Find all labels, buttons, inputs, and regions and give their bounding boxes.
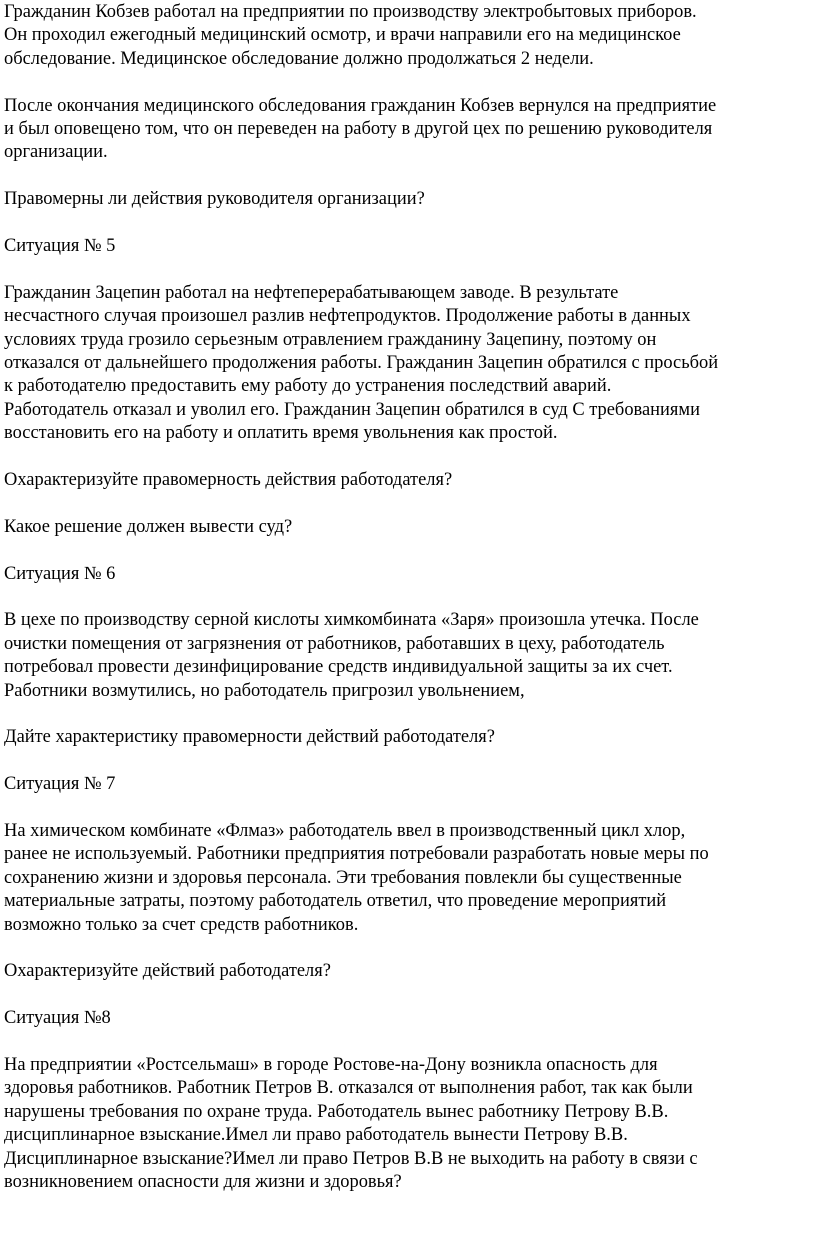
text-line: Гражданин Кобзев работал на предприятии по производству электробытовых приборов. (4, 1, 697, 21)
paragraph (4, 94, 816, 164)
paragraph (4, 562, 816, 585)
text-line: возникновением опасности для жизни и здоровья? (4, 1171, 402, 1192)
text-line: Ситуация № 6 (4, 562, 116, 583)
paragraph (4, 1006, 816, 1029)
text-line: Дайте характеристику правомерности действий работодателя? (4, 726, 495, 747)
text-line: условиях труда грозило серьезным отравлением гражданину Зацепину, поэтому он (4, 328, 657, 349)
paragraph (4, 608, 816, 702)
paragraph (4, 187, 816, 210)
text-line: Правомерны ли действия руководителя организации? (4, 188, 425, 209)
paragraph (4, 234, 816, 257)
paragraph (4, 281, 816, 445)
text-line: Гражданин Зацепин работал на нефтеперерабатывающем заводе. В результате (4, 281, 619, 302)
text-line: к работодателю предоставить ему работу до устранения последствий аварий. (4, 375, 612, 396)
text-line: восстановить его на работу и оплатить время увольнения как простой. (4, 422, 558, 443)
paragraph (4, 0, 816, 70)
text-line: сохранению жизни и здоровья персонала. Эти требования повлекли бы существенные (4, 866, 682, 887)
text-line: Дисциплинарное взыскание?Имел ли право Петров В.В не выходить на работу в связи с (4, 1147, 698, 1168)
text-line: На предприятии «Ростсельмаш» в городе Ростове-на-Дону возникла опасность для (4, 1054, 658, 1075)
text-line: Ситуация № 5 (4, 235, 116, 256)
paragraph (4, 515, 816, 538)
text-line: нарушены требования по охране труда. Работодатель вынес работнику Петрову В.В. (4, 1100, 669, 1121)
text-line: Охарактеризуйте действий работодателя? (4, 960, 331, 981)
text-line: ранее не используемый. Работники предприятия потребовали разработать новые меры по (4, 843, 709, 864)
text-line: После окончания медицинского обследования гражданин Кобзев вернулся на предприятие (4, 94, 717, 115)
paragraph (4, 1053, 816, 1193)
text-line: Он проходил ежегодный медицинский осмотр, и врачи направили его на медицинское (4, 24, 681, 45)
paragraph (4, 772, 816, 795)
text-line: потребовал провести дезинфицирование средств индивидуальной защиты за их счет. (4, 656, 673, 677)
text-line: организации. (4, 141, 108, 162)
document-body (4, 0, 816, 1194)
text-line: Охарактеризуйте правомерность действия работодателя? (4, 469, 453, 490)
text-line: Какое решение должен вывести суд? (4, 515, 293, 536)
text-line: Ситуация №8 (4, 1007, 111, 1028)
text-line: В цехе по производству серной кислоты химкомбината «Заря» произошла утечка. После (4, 609, 699, 630)
text-line: несчастного случая произошел разлив нефтепродуктов. Продолжение работы в данных (4, 305, 691, 326)
text-line: здоровья работников. Работник Петров В. отказался от выполнения работ, так как были (4, 1077, 693, 1098)
text-line: обследование. Медицинское обследование должно продолжаться 2 недели. (4, 47, 594, 68)
text-line: Работники возмутились, но работодатель пригрозил увольнением, (4, 679, 525, 700)
text-line: материальные затраты, поэтому работодатель ответил, что проведение мероприятий (4, 890, 667, 911)
paragraph (4, 959, 816, 982)
text-line: Работодатель отказал и уволил его. Гражданин Зацепин обратился в суд С требованиями (4, 398, 700, 419)
text-line: очистки помещения от загрязнения от работников, работавших в цеху, работодатель (4, 632, 665, 653)
paragraph (4, 725, 816, 748)
text-line: На химическом комбинате «Флмаз» работодатель ввел в производственный цикл хлор, (4, 820, 686, 841)
text-line: возможно только за счет средств работников. (4, 913, 359, 934)
paragraph (4, 468, 816, 491)
paragraph (4, 819, 816, 936)
text-line: отказался от дальнейшего продолжения работы. Гражданин Зацепин обратился с просьбой (4, 352, 719, 373)
text-line: и был оповещено том, что он переведен на работу в другой цех по решению руководителя (4, 118, 713, 139)
text-line: Ситуация № 7 (4, 773, 116, 794)
text-line: дисциплинарное взыскание.Имел ли право работодатель вынести Петрову В.В. (4, 1124, 628, 1145)
